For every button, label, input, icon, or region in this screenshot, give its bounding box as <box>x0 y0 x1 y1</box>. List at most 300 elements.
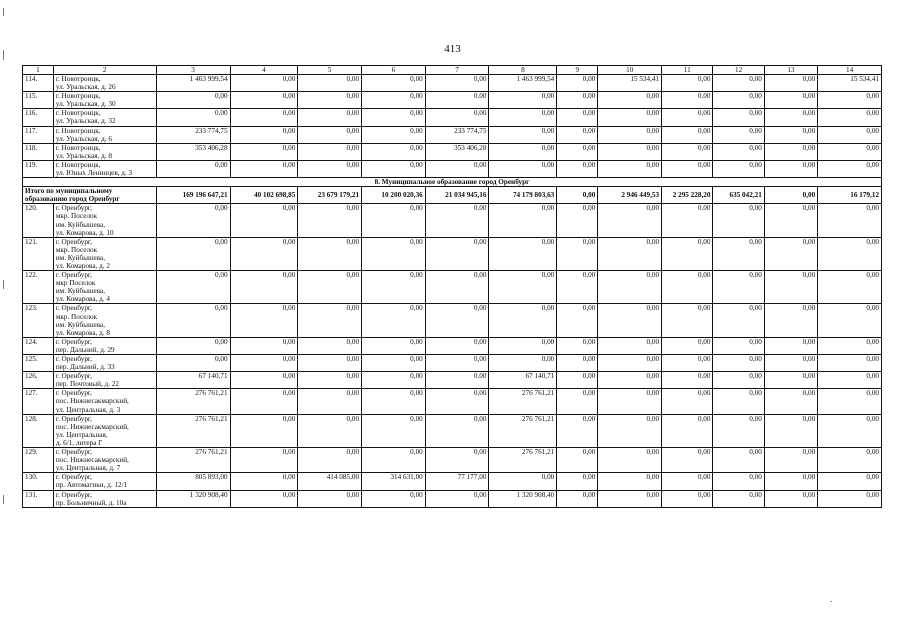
value-cell: 0,00 <box>298 271 362 304</box>
table-row <box>23 237 882 270</box>
value-cell: 0,00 <box>230 304 298 337</box>
row-number: 123. <box>23 304 54 337</box>
value-cell: 0,00 <box>713 126 764 143</box>
value-cell: 0,00 <box>425 355 489 372</box>
value-cell: 0,00 <box>425 490 489 507</box>
value-cell: 67 140,71 <box>156 372 230 389</box>
value-cell: 276 761,21 <box>156 389 230 414</box>
value-cell: 0,00 <box>298 372 362 389</box>
table-row <box>23 271 882 304</box>
value-cell: 0,00 <box>230 271 298 304</box>
value-cell: 0,00 <box>598 473 662 490</box>
value-cell: 0,00 <box>425 304 489 337</box>
value-cell: 0,00 <box>764 355 817 372</box>
value-cell: 0,00 <box>818 204 882 237</box>
value-cell: 0,00 <box>489 204 557 237</box>
total-row <box>23 187 882 204</box>
value-cell: 0,00 <box>764 490 817 507</box>
value-cell: 0,00 <box>713 414 764 447</box>
value-cell: 0,00 <box>713 372 764 389</box>
value-cell: 0,00 <box>298 337 362 354</box>
value-cell: 0,00 <box>425 337 489 354</box>
value-cell: 1 320 908,40 <box>489 490 557 507</box>
value-cell: 0,00 <box>598 143 662 160</box>
value-cell: 0,00 <box>818 414 882 447</box>
value-cell: 0,00 <box>598 355 662 372</box>
value-cell: 67 140,71 <box>489 372 557 389</box>
value-cell: 15 534,41 <box>598 75 662 92</box>
column-header: 5 <box>298 66 362 75</box>
value-cell: 0,00 <box>818 372 882 389</box>
column-header: 9 <box>557 66 598 75</box>
value-cell: 0,00 <box>230 109 298 126</box>
address-cell: г. Новотроицк, ул. Уральская, д. 32 <box>53 109 156 126</box>
value-cell: 0,00 <box>298 237 362 270</box>
value-cell: 0,00 <box>156 237 230 270</box>
value-cell: 0,00 <box>230 75 298 92</box>
value-cell: 0,00 <box>713 304 764 337</box>
value-cell: 0,00 <box>662 448 713 473</box>
value-cell: 0,00 <box>156 355 230 372</box>
value-cell: 0,00 <box>764 473 817 490</box>
value-cell: 0,00 <box>156 92 230 109</box>
value-cell: 0,00 <box>764 160 817 177</box>
table-row <box>23 414 882 447</box>
value-cell: 0,00 <box>557 355 598 372</box>
column-header: 12 <box>713 66 764 75</box>
value-cell: 0,00 <box>425 271 489 304</box>
value-cell: 0,00 <box>557 75 598 92</box>
total-value-cell: 23 679 179,21 <box>298 187 362 204</box>
value-cell: 276 761,21 <box>489 389 557 414</box>
value-cell: 0,00 <box>598 204 662 237</box>
value-cell: 0,00 <box>557 237 598 270</box>
address-cell: г. Новотроицк, ул. Уральская, д. 8 <box>53 143 156 160</box>
row-number: 124. <box>23 337 54 354</box>
value-cell: 0,00 <box>298 92 362 109</box>
total-value-cell: 21 034 945,16 <box>425 187 489 204</box>
value-cell: 0,00 <box>598 304 662 337</box>
value-cell: 0,00 <box>818 271 882 304</box>
value-cell: 0,00 <box>598 160 662 177</box>
value-cell: 1 320 908,40 <box>156 490 230 507</box>
value-cell: 0,00 <box>156 337 230 354</box>
value-cell: 0,00 <box>362 160 426 177</box>
value-cell: 0,00 <box>362 490 426 507</box>
value-cell: 0,00 <box>557 204 598 237</box>
row-number: 117. <box>23 126 54 143</box>
total-value-cell: 2 295 228,20 <box>662 187 713 204</box>
value-cell: 0,00 <box>298 414 362 447</box>
value-cell: 0,00 <box>557 92 598 109</box>
address-cell: г. Новотроицк, ул. Уральская, д. 26 <box>53 75 156 92</box>
column-header: 2 <box>53 66 156 75</box>
value-cell: 0,00 <box>818 337 882 354</box>
value-cell: 276 761,21 <box>489 448 557 473</box>
row-number: 131. <box>23 490 54 507</box>
column-header: 11 <box>662 66 713 75</box>
value-cell: 353 406,28 <box>156 143 230 160</box>
value-cell: 0,00 <box>230 448 298 473</box>
address-cell: г. Новотроицк, ул. Уральская, д. 6 <box>53 126 156 143</box>
value-cell: 0,00 <box>298 160 362 177</box>
address-cell: г. Оренбург, мкр. Поселок им. Куйбышева, ул. Комарова, д. 8 <box>53 304 156 337</box>
value-cell: 0,00 <box>362 414 426 447</box>
value-cell: 314 631,00 <box>362 473 426 490</box>
address-cell: г. Новотроицк, ул. Уральская, д. 30 <box>53 92 156 109</box>
value-cell: 0,00 <box>557 414 598 447</box>
column-header: 3 <box>156 66 230 75</box>
column-header: 6 <box>362 66 426 75</box>
value-cell: 0,00 <box>713 473 764 490</box>
value-cell: 0,00 <box>662 237 713 270</box>
value-cell: 0,00 <box>764 92 817 109</box>
value-cell: 0,00 <box>557 473 598 490</box>
total-value-cell: 40 102 698,85 <box>230 187 298 204</box>
table-row <box>23 304 882 337</box>
value-cell: 0,00 <box>713 490 764 507</box>
table-row <box>23 448 882 473</box>
value-cell: 0,00 <box>156 271 230 304</box>
value-cell: 0,00 <box>230 372 298 389</box>
value-cell: 0,00 <box>425 204 489 237</box>
value-cell: 0,00 <box>489 304 557 337</box>
value-cell: 0,00 <box>230 389 298 414</box>
total-value-cell: 635 042,21 <box>713 187 764 204</box>
value-cell: 805 893,00 <box>156 473 230 490</box>
value-cell: 0,00 <box>557 372 598 389</box>
column-header: 1 <box>23 66 54 75</box>
value-cell: 0,00 <box>362 389 426 414</box>
row-number: 121. <box>23 237 54 270</box>
value-cell: 0,00 <box>662 75 713 92</box>
row-number: 120. <box>23 204 54 237</box>
value-cell: 0,00 <box>713 160 764 177</box>
value-cell: 0,00 <box>818 92 882 109</box>
value-cell: 0,00 <box>764 75 817 92</box>
value-cell: 0,00 <box>662 389 713 414</box>
value-cell: 0,00 <box>298 126 362 143</box>
page-number: 413 <box>444 43 461 55</box>
value-cell: 0,00 <box>713 143 764 160</box>
value-cell: 0,00 <box>818 490 882 507</box>
value-cell: 0,00 <box>818 389 882 414</box>
address-cell: г. Оренбург, мкр Поселок им. Куйбышева, ул. Комарова, д. 4 <box>53 271 156 304</box>
table-row <box>23 126 882 143</box>
column-header: 10 <box>598 66 662 75</box>
value-cell: 414 085,00 <box>298 473 362 490</box>
value-cell: 0,00 <box>230 126 298 143</box>
total-value-cell: 0,00 <box>764 187 817 204</box>
value-cell: 0,00 <box>662 109 713 126</box>
value-cell: 0,00 <box>764 143 817 160</box>
value-cell: 0,00 <box>298 75 362 92</box>
column-header: 4 <box>230 66 298 75</box>
address-cell: г. Оренбург, пер. Дальний, д. 33 <box>53 355 156 372</box>
value-cell: 0,00 <box>362 337 426 354</box>
value-cell: 0,00 <box>598 126 662 143</box>
value-cell: 0,00 <box>156 109 230 126</box>
value-cell: 0,00 <box>764 126 817 143</box>
value-cell: 0,00 <box>598 271 662 304</box>
value-cell: 0,00 <box>713 448 764 473</box>
value-cell: 0,00 <box>557 109 598 126</box>
row-number: 114. <box>23 75 54 92</box>
total-value-cell: 74 179 803,63 <box>489 187 557 204</box>
value-cell: 0,00 <box>425 75 489 92</box>
row-number: 116. <box>23 109 54 126</box>
value-cell: 0,00 <box>557 143 598 160</box>
value-cell: 0,00 <box>298 109 362 126</box>
table-row <box>23 160 882 177</box>
value-cell: 0,00 <box>662 204 713 237</box>
value-cell: 0,00 <box>298 355 362 372</box>
value-cell: 0,00 <box>764 337 817 354</box>
value-cell: 276 761,21 <box>156 448 230 473</box>
value-cell: 0,00 <box>425 237 489 270</box>
row-number: 122. <box>23 271 54 304</box>
row-number: 118. <box>23 143 54 160</box>
value-cell: 0,00 <box>598 448 662 473</box>
value-cell: 0,00 <box>362 126 426 143</box>
margin-mark <box>3 280 4 289</box>
address-cell: г. Оренбург, пос. Нижнесакмарский, ул. Центральная, д. 3 <box>53 389 156 414</box>
value-cell: 0,00 <box>489 160 557 177</box>
value-cell: 0,00 <box>764 204 817 237</box>
value-cell: 0,00 <box>713 204 764 237</box>
value-cell: 0,00 <box>230 204 298 237</box>
value-cell: 0,00 <box>156 304 230 337</box>
value-cell: 233 774,75 <box>156 126 230 143</box>
scan-speck <box>830 601 832 602</box>
table-header-row <box>23 66 882 75</box>
value-cell: 0,00 <box>362 304 426 337</box>
value-cell: 0,00 <box>298 448 362 473</box>
address-cell: г. Оренбург, пр. Больничный, д. 10а <box>53 490 156 507</box>
value-cell: 0,00 <box>662 126 713 143</box>
total-value-cell: 10 200 020,36 <box>362 187 426 204</box>
value-cell: 233 774,75 <box>425 126 489 143</box>
value-cell: 0,00 <box>662 143 713 160</box>
value-cell: 0,00 <box>230 337 298 354</box>
value-cell: 0,00 <box>425 389 489 414</box>
row-number: 128. <box>23 414 54 447</box>
value-cell: 0,00 <box>230 143 298 160</box>
value-cell: 0,00 <box>230 355 298 372</box>
total-label: Итого по муниципальному образованию город Оренбург <box>23 187 157 204</box>
value-cell: 0,00 <box>425 92 489 109</box>
value-cell: 0,00 <box>818 448 882 473</box>
value-cell: 0,00 <box>818 109 882 126</box>
value-cell: 0,00 <box>818 143 882 160</box>
table-row <box>23 92 882 109</box>
value-cell: 0,00 <box>230 473 298 490</box>
section-header-row <box>23 178 882 187</box>
address-cell: г. Оренбург, пер. Дальний, д. 29 <box>53 337 156 354</box>
value-cell: 0,00 <box>362 372 426 389</box>
value-cell: 0,00 <box>298 143 362 160</box>
value-cell: 0,00 <box>557 337 598 354</box>
value-cell: 0,00 <box>598 389 662 414</box>
total-value-cell: 2 946 449,53 <box>598 187 662 204</box>
value-cell: 0,00 <box>298 304 362 337</box>
value-cell: 0,00 <box>764 237 817 270</box>
value-cell: 0,00 <box>713 92 764 109</box>
address-cell: г. Оренбург, мкр. Поселок им. Куйбышева, ул. Комарова, д. 10 <box>53 204 156 237</box>
row-number: 115. <box>23 92 54 109</box>
address-cell: г. Оренбург, мкр. Поселок им. Куйбышева, ул. Комарова, д. 2 <box>53 237 156 270</box>
table-row <box>23 389 882 414</box>
value-cell: 0,00 <box>818 304 882 337</box>
value-cell: 0,00 <box>764 389 817 414</box>
row-number: 129. <box>23 448 54 473</box>
value-cell: 0,00 <box>489 337 557 354</box>
value-cell: 0,00 <box>230 92 298 109</box>
address-cell: г. Оренбург, пос. Нижнесакмарский, ул. Центральная, д. 7 <box>53 448 156 473</box>
value-cell: 0,00 <box>557 160 598 177</box>
value-cell: 0,00 <box>425 160 489 177</box>
table-row <box>23 143 882 160</box>
value-cell: 15 534,41 <box>818 75 882 92</box>
value-cell: 0,00 <box>557 304 598 337</box>
row-number: 130. <box>23 473 54 490</box>
value-cell: 0,00 <box>713 389 764 414</box>
row-number: 126. <box>23 372 54 389</box>
value-cell: 0,00 <box>662 473 713 490</box>
column-header: 7 <box>425 66 489 75</box>
table-row <box>23 372 882 389</box>
value-cell: 0,00 <box>425 109 489 126</box>
value-cell: 0,00 <box>362 143 426 160</box>
value-cell: 0,00 <box>662 337 713 354</box>
value-cell: 0,00 <box>362 204 426 237</box>
value-cell: 0,00 <box>818 160 882 177</box>
value-cell: 0,00 <box>230 414 298 447</box>
value-cell: 0,00 <box>557 126 598 143</box>
value-cell: 0,00 <box>764 448 817 473</box>
column-header: 8 <box>489 66 557 75</box>
value-cell: 0,00 <box>362 355 426 372</box>
value-cell: 0,00 <box>362 75 426 92</box>
total-value-cell: 169 196 647,21 <box>156 187 230 204</box>
value-cell: 0,00 <box>598 109 662 126</box>
value-cell: 0,00 <box>298 389 362 414</box>
address-cell: г. Оренбург, пер. Почтовый, д. 22 <box>53 372 156 389</box>
section-title: 8. Муниципальное образование город Оренбург <box>23 178 882 187</box>
column-header: 14 <box>818 66 882 75</box>
value-cell: 0,00 <box>662 490 713 507</box>
value-cell: 0,00 <box>764 372 817 389</box>
value-cell: 0,00 <box>362 109 426 126</box>
value-cell: 0,00 <box>662 355 713 372</box>
value-cell: 0,00 <box>557 389 598 414</box>
value-cell: 0,00 <box>298 204 362 237</box>
address-cell: г. Оренбург, пр. Автоматики, д. 12/1 <box>53 473 156 490</box>
total-value-cell: 0,00 <box>557 187 598 204</box>
value-cell: 0,00 <box>156 160 230 177</box>
value-cell: 0,00 <box>230 490 298 507</box>
value-cell: 0,00 <box>489 109 557 126</box>
value-cell: 276 761,21 <box>489 414 557 447</box>
total-value-cell: 16 179,12 <box>818 187 882 204</box>
value-cell: 0,00 <box>362 448 426 473</box>
row-number: 127. <box>23 389 54 414</box>
value-cell: 353 406,28 <box>425 143 489 160</box>
value-cell: 0,00 <box>362 271 426 304</box>
value-cell: 0,00 <box>662 92 713 109</box>
value-cell: 0,00 <box>230 237 298 270</box>
margin-mark <box>3 495 4 504</box>
value-cell: 0,00 <box>489 143 557 160</box>
column-header: 13 <box>764 66 817 75</box>
value-cell: 0,00 <box>713 337 764 354</box>
table-row <box>23 473 882 490</box>
table-row <box>23 490 882 507</box>
value-cell: 0,00 <box>598 337 662 354</box>
value-cell: 0,00 <box>662 160 713 177</box>
value-cell: 0,00 <box>818 473 882 490</box>
value-cell: 0,00 <box>425 448 489 473</box>
value-cell: 0,00 <box>662 304 713 337</box>
value-cell: 0,00 <box>489 126 557 143</box>
table-row <box>23 109 882 126</box>
value-cell: 0,00 <box>598 490 662 507</box>
value-cell: 0,00 <box>156 204 230 237</box>
value-cell: 0,00 <box>713 355 764 372</box>
value-cell: 0,00 <box>764 109 817 126</box>
value-cell: 1 463 999,54 <box>489 75 557 92</box>
value-cell: 0,00 <box>662 271 713 304</box>
value-cell: 0,00 <box>425 372 489 389</box>
value-cell: 0,00 <box>818 237 882 270</box>
table-row <box>23 337 882 354</box>
value-cell: 0,00 <box>362 237 426 270</box>
table-row <box>23 204 882 237</box>
margin-mark <box>3 8 4 16</box>
data-table <box>22 65 882 508</box>
value-cell: 0,00 <box>362 92 426 109</box>
value-cell: 0,00 <box>557 490 598 507</box>
value-cell: 0,00 <box>713 75 764 92</box>
table-row <box>23 75 882 92</box>
table-row <box>23 355 882 372</box>
value-cell: 0,00 <box>425 414 489 447</box>
value-cell: 0,00 <box>489 473 557 490</box>
value-cell: 0,00 <box>557 448 598 473</box>
value-cell: 276 761,21 <box>156 414 230 447</box>
address-cell: г. Новотроицк, ул. Юных Ленинцев, д. 3 <box>53 160 156 177</box>
value-cell: 0,00 <box>557 271 598 304</box>
value-cell: 0,00 <box>489 92 557 109</box>
value-cell: 0,00 <box>764 414 817 447</box>
margin-mark <box>3 50 4 60</box>
value-cell: 77 177,00 <box>425 473 489 490</box>
value-cell: 0,00 <box>713 109 764 126</box>
address-cell: г. Оренбург, пос. Нижнесакмарский, ул. Центральная, д. 6/1, литера Г <box>53 414 156 447</box>
value-cell: 0,00 <box>298 490 362 507</box>
value-cell: 0,00 <box>230 160 298 177</box>
value-cell: 0,00 <box>713 237 764 270</box>
row-number: 125. <box>23 355 54 372</box>
value-cell: 0,00 <box>764 271 817 304</box>
row-number: 119. <box>23 160 54 177</box>
value-cell: 0,00 <box>662 414 713 447</box>
value-cell: 1 463 999,54 <box>156 75 230 92</box>
value-cell: 0,00 <box>598 92 662 109</box>
value-cell: 0,00 <box>598 372 662 389</box>
value-cell: 0,00 <box>489 271 557 304</box>
value-cell: 0,00 <box>598 414 662 447</box>
